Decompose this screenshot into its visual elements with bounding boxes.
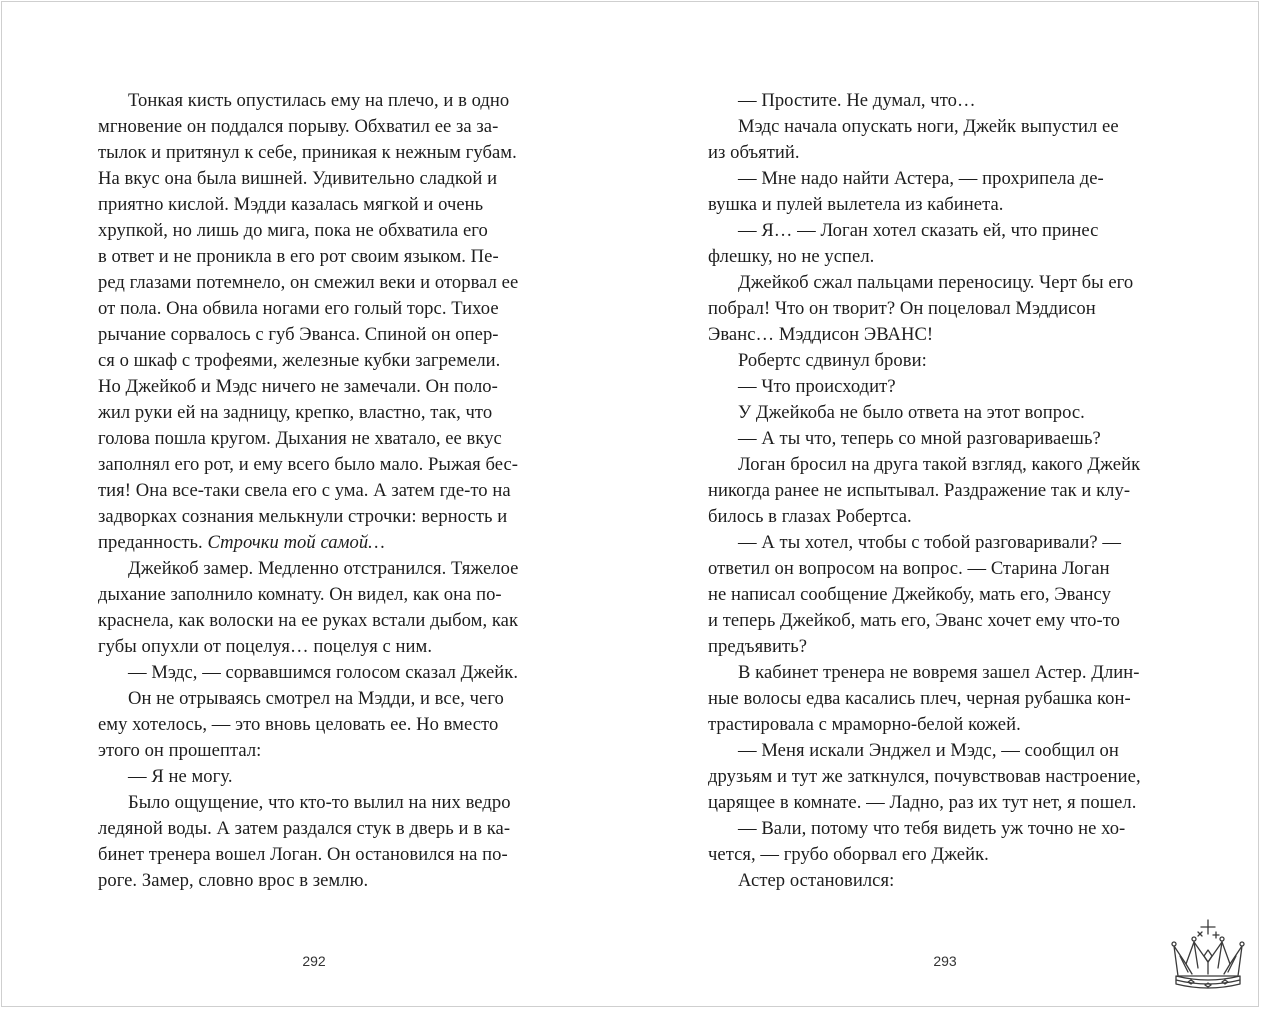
paragraph: У Джейкоба не было ответа на этот вопрос. [738, 402, 1085, 423]
left-page-text [98, 88, 550, 894]
paragraph: Он не отрываясь смотрел на Мэдди, и все, чего ему хотелось, — это вновь целовать ее. Но вместо этого он прошептал: [98, 688, 504, 761]
paragraph: — Меня искали Энджел и Мэдс, — сообщил он друзьям и тут же заткнулся, почувствовав настроение, царящее в комнате. — Ладно, раз их тут нет, я пошел. [708, 740, 1141, 813]
paragraph: Джейкоб сжал пальцами переносицу. Черт бы его побрал! Что он творит? Он поцеловал Мэддисон Эванс… Мэддисон ЭВАНС! [708, 272, 1134, 345]
paragraph: Логан бросил на друга такой взгляд, какого Джейк никогда ранее не испытывал. Раздражение так и клу- билось в глазах Робертса. [708, 454, 1141, 527]
paragraph: Джейкоб замер. Медленно отстранился. Тяжелое дыхание заполнило комнату. Он видел, как она по- краснела, как волоски на ее руках встали дыбом, как губы опухли от поцелуя… поцелуя с ним. [98, 558, 519, 657]
page-number-left: 292 [302, 953, 326, 969]
page-number-right: 293 [933, 953, 957, 969]
paragraph: — Вали, потому что тебя видеть уж точно не хо- чется, — грубо оборвал его Джейк. [708, 818, 1126, 865]
italic-fragment: Строчки той самой… [207, 532, 385, 553]
paragraph: — А ты что, теперь со мной разговариваешь? [738, 428, 1101, 449]
paragraph: Робертс сдвинул брови: [738, 350, 927, 371]
paragraph: — Я не могу. [128, 766, 233, 787]
paragraph: В кабинет тренера не вовремя зашел Астер. Длин- ные волосы едва касались плеч, черная рубашка кон- трастировала с мраморно-белой кожей. [708, 662, 1140, 735]
paragraph: — Простите. Не думал, что… [738, 90, 976, 111]
paragraph: — А ты хотел, чтобы с тобой разговаривали? — ответил он вопросом на вопрос. — Старина Логан не написал сообщение Джейкобу, мать его, Эвансу и теперь Джейкоб, мать его, Эванс хочет ему что-то предъявить? [708, 532, 1122, 657]
paragraph: — Мне надо найти Астера, — прохрипела де- вушка и пулей вылетела из кабинета. [708, 168, 1104, 215]
paragraph: Тонкая кисть опустилась ему на плечо, и в одно мгновение он поддался порыву. Обхватил ее за за- тылок и притянул к себе, приникая к нежным губам. На вкус она была вишней. Удивительно сладкой и приятно кислой. Мэдди казалась мягкой и очень хрупкой, но лишь до мига, пока не обхватила его в ответ и не проникла в его рот своим языком. Пе- ред глазами потемнело, он смежил веки и оторвал ее от пола. Она обвила ногами его голый торс. Тихое рычание сорвалось с губ Эванса. Спиной он опер- ся о шкаф с трофеями, железные кубки загремели. Но Джейкоб и Мэдс ничего не замечали. Он поло- жил руки ей на задницу, крепко, властно, так, что голова пошла кругом. Дыхания не хватало, ее вкус заполнял его рот, и ему всего было мало. Рыжая бес- тия! Она все-таки свела его с ума. А затем где-то на задворках сознания мелькнули строчки: верность и преданность. Строчки той самой… [98, 90, 519, 553]
paragraph: Мэдс начала опускать ноги, Джейк выпустил ее из объятий. [708, 116, 1119, 163]
right-page-text [708, 88, 1160, 894]
crown-icon [1168, 912, 1248, 994]
paragraph: — Что происходит? [738, 376, 896, 397]
paragraph: Было ощущение, что кто-то вылил на них ведро ледяной воды. А затем раздался стук в дверь и в ка- бинет тренера вошел Логан. Он остановился на по- роге. Замер, словно врос в землю. [98, 792, 511, 891]
paragraph: — Мэдс, — сорвавшимся голосом сказал Джейк. [128, 662, 519, 683]
paragraph: Астер остановился: [738, 870, 895, 891]
paragraph: — Я… — Логан хотел сказать ей, что принес флешку, но не успел. [708, 220, 1099, 267]
